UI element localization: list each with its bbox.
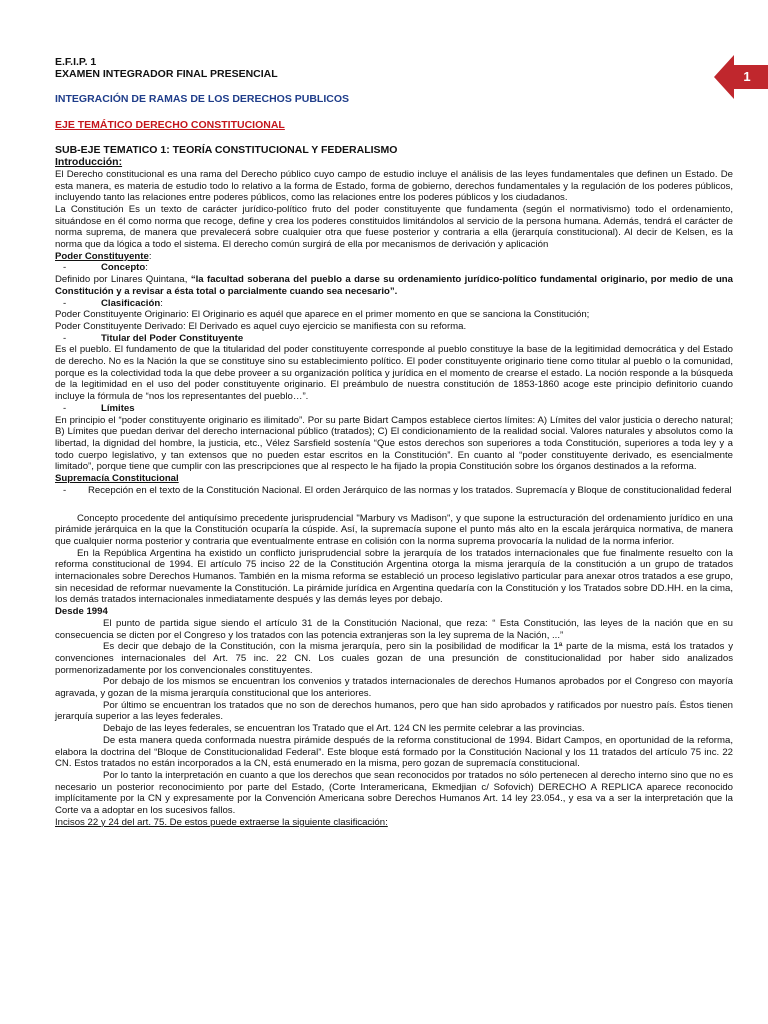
titular-paragraph: Es el pueblo. El fundamento de que la titularidad del poder constituyente corresponde al pueblo constituye la base de la legitimidad democrática y del Estado de derecho. No es la Nación la que se constituye sino su establecimiento político. El poder constituyente originario tiene como titular al pueblo o la comunidad, porque es la colectividad toda la que debe proveer a su organización política y jurídica en el momento de crearse el estado. La noción responde a la búsqueda de la legitimidad en el uso del poder constituyente originario. El preámbulo de nuestra constitución de 1853-1860 acoge este principio definitorio cuando incluye la fórmula de “nos los representantes del pueblo…”. bbox=[55, 344, 733, 403]
page-number: 1 bbox=[743, 69, 751, 84]
titular-label: Titular del Poder Constituyente bbox=[101, 332, 244, 344]
supremacia-paragraph-1: Concepto procedente del antiquísimo precedente jurisprudencial "Marbury vs Madison", y que supone la estructuración del ordenamiento jurídico en una pirámide jerárquica en la que la Constitución ocuparía la cúspide. Así, la supremacía supone el punto más alto en la escala jerárquica normativa, de manera que cualquier norma posterior y contraria que eventualmente entrase en colisión con la norma suprema provocaría la nulidad de la norma inferior. bbox=[55, 512, 733, 547]
supremacia-bullet-text: Recepción en el texto de la Constitución Nacional. El orden Jerárquico de las normas y los tratados. Supremacía y Bloque de constitucionalidad federal bbox=[88, 484, 732, 496]
titular-bullet bbox=[55, 333, 733, 345]
intro-paragraph-1: El Derecho constitucional es una rama del Derecho público cuyo campo de estudio incluye el análisis de las leyes fundamentales que definen un Estado. De esta manera, es materia de estudio todo lo relativo a la forma de Estado, forma de gobierno, derechos fundamentales y la regulación de los poderes públicos, incluyendo tanto las relaciones entre poderes públicos, como las relaciones entre los poderes públicos y los ciudadanos. bbox=[55, 168, 733, 204]
poder-heading-colon: : bbox=[148, 250, 152, 262]
subaxis-title: SUB-EJE TEMATICO 1: TEORÍA CONSTITUCIONAL Y FEDERALISMO bbox=[55, 144, 398, 157]
supremacia-paragraph-2: En la República Argentina ha existido un conflicto jurisprudencial sobre la jerarquía de los tratados internacionales que fue finalmente resuelto con la reforma constitucional de 1994. El artículo 75 inciso 22 de la Constitución Argentina otorga la misma jerarquía de la constitución a un grupo de tratados internacionales sobre Derechos Humanos. También en la misma reforma se estableció un proceso legislativo particular para anexar otros tratados a ese grupo, sin necesidad de reformar nuevamente la Constitución. La pirámide jurídica en Argentina quedaría con la Constitución y los Tratados sobre DD.HH. en la cima, los demás tratados internacionales inmediatamente después y las demás leyes por debajo. bbox=[55, 547, 733, 606]
concepto-bullet bbox=[55, 262, 733, 274]
bullet-dash: - bbox=[63, 402, 67, 414]
bullet-dash: - bbox=[63, 297, 67, 309]
desde-paragraph-7: Por lo tanto la interpretación en cuanto a que los derechos que sean reconocidos por tratados no sólo pertenecen al derecho interno sino que no es necesario un posterior reconocimiento por parte del Estado, (Corte Interamericana, Ekmedjian c/ Sofovich) DERECHO A REPLICA aparece reconocido implícitamente por la CN y expresamente por la Convención Americana sobre Derechos Humanos Art. 14 ley 23.054., y esa va a ser la interpretación que la Corte va a adoptar en los sucesivos fallos. bbox=[55, 769, 733, 817]
clasificacion-derivado: Poder Constituyente Derivado: El Derivado es aquel cuyo ejercicio se manifiesta con su reforma. bbox=[55, 320, 467, 332]
limites-paragraph: En principio el “poder constituyente originario es ilimitado”. Por su parte Bidart Campos establece ciertos límites: A) Límites del valor justicia o derecho natural; B) Límites que puedan derivar del derecho internacional público (tratados); C) El condicionamiento de la realidad social. Valores naturales y absolutos como la libertad, la dignidad del hombre, la justicia, etc., Vélez Sarsfield sostenía “Que estos derechos son superiores a toda Constitución, superiores a toda ley y a todo cuerpo legislativo, y tan extensos que no pueden estar escritos en la Constitución”. En cuanto al “poder constituyente derivado, es esencialmente limitado”, porque tiene que cumplir con las prescripciones que al respecto le ha fijado la propia Constitución sobre los órganos destinados a la reforma. bbox=[55, 414, 733, 473]
intro-heading: Introducción: bbox=[55, 156, 123, 169]
exam-title: EXAMEN INTEGRADOR FINAL PRESENCIAL bbox=[55, 68, 278, 80]
bullet-dash: - bbox=[63, 484, 67, 496]
limites-label: Límites bbox=[101, 402, 135, 414]
concepto-colon: : bbox=[145, 262, 148, 274]
clasificacion-label: Clasificación bbox=[101, 297, 161, 309]
concepto-label: Concepto bbox=[101, 262, 146, 274]
spacer bbox=[55, 497, 733, 513]
poder-heading-text: Poder Constituyente bbox=[55, 250, 149, 262]
clasificacion-colon: : bbox=[160, 297, 163, 309]
desde-paragraph-1: El punto de partida sigue siendo el artículo 31 de la Constitución Nacional, que reza: “ Esta Constitución, las leyes de la nación que en su consecuencia se dicten por el Congreso y los tratados con las potencia extranjeras son la ley suprema de la Nación, ...” bbox=[55, 617, 733, 641]
concepto-quote: “la facultad soberana del pueblo a darse su ordenamiento jurídico-político fundamental originario, por medio de una Constitución y a revisar a ésta total o parcialmente cuando sea necesario”. bbox=[55, 274, 734, 297]
clasificacion-label-wrap bbox=[101, 298, 163, 310]
concepto-label-wrap bbox=[101, 262, 148, 274]
concepto-paragraph bbox=[55, 274, 733, 297]
desde-paragraph-5: Debajo de las leyes federales, se encuentran los Tratado que el Art. 124 CN les permite celebrar a las provincias. bbox=[103, 723, 585, 735]
desde-paragraph-2: Es decir que debajo de la Constitución, con la misma jerarquía, pero sin la posibilidad de modificar la 1ª parte de la misma, está los tratados y convenciones internacionales del Art. 75 inc. 22 CN. Los cuales gozan de una presunción de constitucionalidad por haber sido analizados pormenorizadamente por los convencionales constituyentes. bbox=[55, 641, 733, 676]
limites-bullet bbox=[55, 403, 733, 415]
bullet-dash: - bbox=[63, 262, 67, 274]
bullet-dash: - bbox=[63, 332, 67, 344]
topic-title: INTEGRACIÓN DE RAMAS DE LOS DERECHOS PUBLICOS bbox=[55, 93, 350, 105]
document-page bbox=[55, 56, 733, 828]
supremacia-bullet bbox=[55, 485, 733, 497]
desde-paragraph-3: Por debajo de los mismos se encuentran los convenios y tratados internacionales de derechos Humanos aprobados por el Congreso con mayoría agravada, y gozan de la misma jerarquía constitucional que los anteriores. bbox=[55, 676, 733, 700]
concepto-intro: Definido por Linares Quintana, bbox=[55, 274, 191, 286]
axis-title: EJE TEMÁTICO DERECHO CONSTITUCIONAL bbox=[55, 118, 285, 131]
supremacia-heading: Supremacía Constitucional bbox=[55, 473, 179, 485]
clasificacion-bullet bbox=[55, 298, 733, 310]
incisos-heading: Incisos 22 y 24 del art. 75. De estos puede extraerse la siguiente clasificación: bbox=[55, 816, 388, 828]
poder-heading bbox=[55, 251, 733, 263]
desde-paragraph-6: De esta manera queda conformada nuestra pirámide después de la reforma constitucional de 1994. Bidart Campos, en oportunidad de la reforma, elabora la doctrina del “Bloque de Constitucionalidad Federal”. Este bloque está formado por la Constitución Nacional y los 11 tratados del artículo 75 inc. 22 CN. Estos tratados no están incorporados a la CN, está enumerado en la misma, pero gozan de supremacía constitucional. bbox=[55, 734, 733, 770]
intro-paragraph-2: La Constitución Es un texto de carácter jurídico-político fruto del poder constituyente que fundamenta (según el normativismo) todo el ordenamiento, situándose en él como norma que recoge, define y crea los poderes constituidos limitándolos al servicio de la persona humana. Además, tendrá el carácter de norma suprema, de manera que prevalecerá sobre cualquier otra que fuese posterior y contraria a ella (jerarquía constitucional). Al decir de Kelsen, es la norma que da lógica a todo el sistema. El derecho común surgirá de ella por mecanismos de derivación y aplicación bbox=[55, 203, 733, 251]
clasificacion-originario: Poder Constituyente Originario: El Originario es aquél que aparece en el primer momento en que se sanciona la Constitución; bbox=[55, 309, 590, 321]
desde-paragraph-4: Por último se encuentran los tratados que no son de derechos humanos, pero que han sido aprobados y ratificados por nuestro país. Éstos tienen jerarquía superior a las leyes federales. bbox=[55, 699, 733, 723]
desde-heading: Desde 1994 bbox=[55, 606, 108, 618]
course-code: E.F.I.P. 1 bbox=[55, 56, 97, 68]
